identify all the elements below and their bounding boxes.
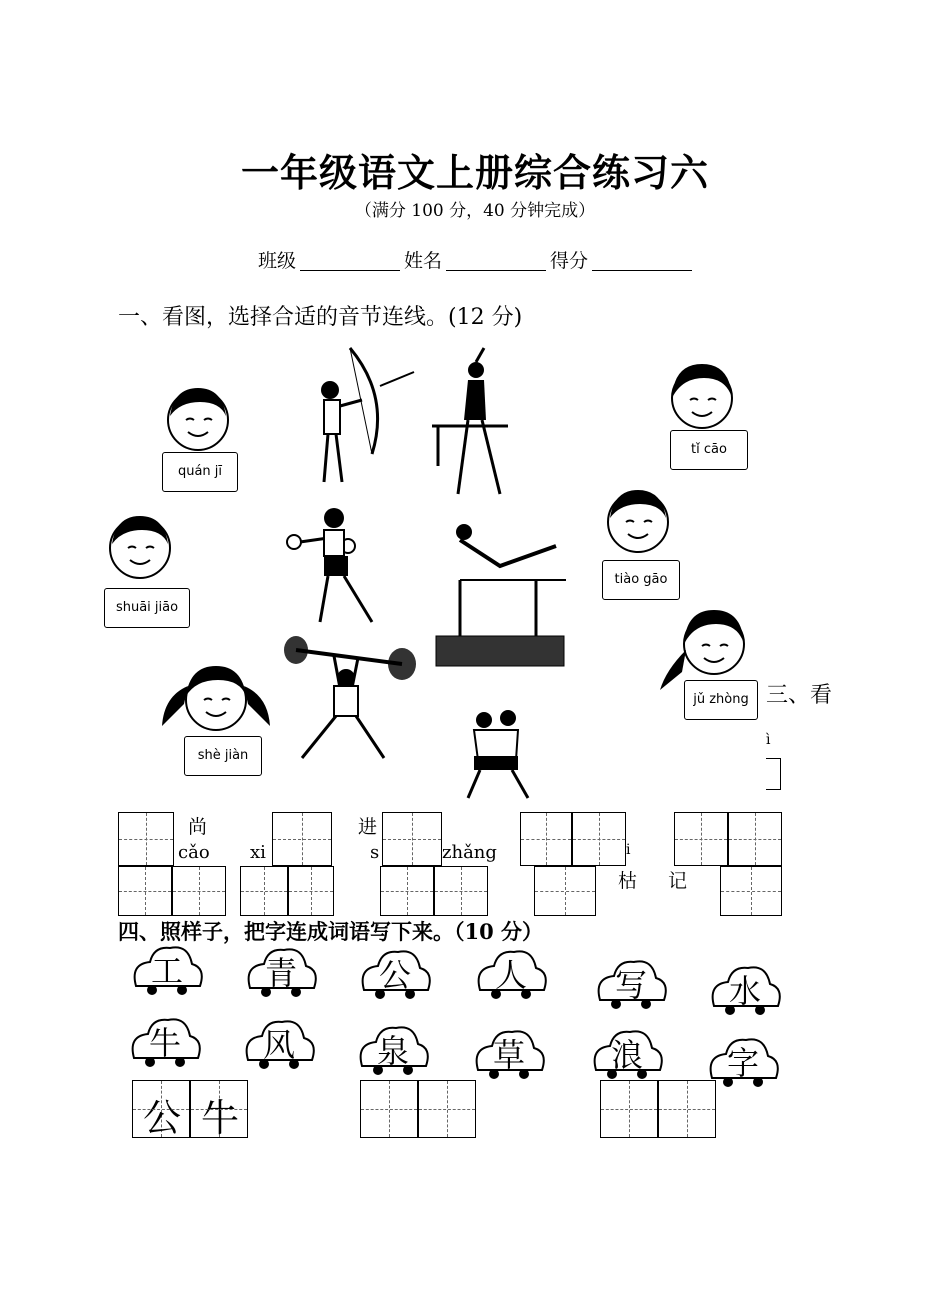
word-cloud-6[interactable] — [708, 962, 782, 1018]
word-cloud-4[interactable] — [474, 946, 548, 1002]
answer-grid[interactable] — [360, 1080, 418, 1138]
high-jump-illustration — [430, 520, 570, 670]
kid-face-icon — [160, 380, 240, 460]
char-fragment: 枯 — [618, 870, 638, 892]
word-cloud-7[interactable] — [128, 1014, 202, 1070]
section4-heading: 四、照样子，把字连成词语写下来。（10 分） — [118, 919, 544, 944]
answer-grid[interactable] — [600, 1080, 658, 1138]
writing-grid[interactable] — [380, 866, 434, 916]
name-blank[interactable] — [446, 250, 546, 271]
pinyin-fragment: ì — [766, 732, 771, 748]
word-cloud-10[interactable] — [472, 1026, 546, 1082]
cloud-char: 浪 — [610, 1036, 643, 1074]
pinyin-fragment: s — [370, 842, 380, 863]
writing-grid[interactable] — [520, 812, 572, 866]
writing-grid[interactable] — [272, 812, 332, 866]
pinyin-sign-ticao: tǐ cāo — [670, 430, 748, 470]
pinyin-fragment: i — [626, 842, 631, 858]
page-title: 一年级语文上册综合练习六 — [240, 150, 709, 195]
cloud-char: 水 — [728, 972, 761, 1010]
cloud-char: 写 — [614, 966, 647, 1004]
archery-illustration — [310, 346, 420, 492]
word-cloud-3[interactable] — [358, 946, 432, 1002]
answer-grid[interactable] — [418, 1080, 476, 1138]
cloud-char: 工 — [150, 952, 183, 990]
word-cloud-11[interactable] — [590, 1026, 664, 1082]
section3-heading-partial: 三、看 — [766, 683, 833, 708]
kid-face-icon — [600, 480, 680, 560]
char-fragment: 尚 — [188, 816, 208, 838]
score-label: 得分 — [550, 250, 589, 272]
class-label: 班级 — [258, 250, 297, 272]
gymnastics-illustration — [428, 346, 518, 500]
writing-grid[interactable] — [172, 866, 226, 916]
wrestling-illustration — [460, 706, 536, 802]
kid-face-icon — [102, 506, 182, 586]
writing-grid[interactable] — [534, 866, 596, 916]
example-char: 牛 — [200, 1096, 239, 1140]
pinyin-fragment: cǎo — [178, 842, 210, 863]
writing-grid[interactable] — [240, 866, 288, 916]
pinyin-sign-juzhong: jǔ zhòng — [684, 680, 758, 720]
cloud-char: 公 — [378, 956, 411, 994]
word-cloud-12[interactable] — [706, 1034, 780, 1090]
cloud-char: 人 — [494, 956, 527, 994]
pinyin-sign-shejian: shè jiàn — [184, 736, 262, 776]
char-fragment: 进 — [358, 816, 378, 838]
student-info-line — [258, 246, 696, 273]
cloud-char: 草 — [492, 1036, 525, 1074]
word-cloud-8[interactable] — [242, 1016, 316, 1072]
pinyin-sign-tiaogao: tiào gāo — [602, 560, 680, 600]
word-cloud-1[interactable] — [130, 942, 204, 998]
writing-grid[interactable] — [118, 812, 174, 866]
pinyin-fragment: zhǎng — [442, 842, 497, 863]
cloud-char: 风 — [262, 1026, 295, 1064]
answer-grid[interactable] — [132, 1080, 190, 1138]
writing-grid[interactable] — [674, 812, 728, 866]
cloud-char: 牛 — [148, 1024, 181, 1062]
page-subtitle: （满分 100 分，40 分钟完成） — [354, 201, 596, 221]
section1-heading: 一、看图，选择合适的音节连线。(12 分) — [118, 305, 523, 330]
cloud-char: 字 — [726, 1044, 759, 1082]
word-cloud-5[interactable] — [594, 956, 668, 1012]
pinyin-sign-quanji: quán jī — [162, 452, 238, 492]
writing-grid[interactable] — [382, 812, 442, 866]
example-char: 公 — [142, 1096, 181, 1140]
boxing-illustration — [284, 504, 380, 630]
writing-grid[interactable] — [572, 812, 626, 866]
writing-grid[interactable] — [728, 812, 782, 866]
word-cloud-9[interactable] — [356, 1022, 430, 1078]
score-blank[interactable] — [592, 250, 692, 271]
kid-face-icon — [656, 600, 756, 692]
weightlifting-illustration — [284, 636, 418, 766]
pinyin-sign-shuaijiao: shuāi jiāo — [104, 588, 190, 628]
answer-grid[interactable] — [190, 1080, 248, 1138]
writing-grid[interactable] — [434, 866, 488, 916]
class-blank[interactable] — [300, 250, 400, 271]
cloud-char: 泉 — [376, 1032, 409, 1070]
char-fragment: 记 — [668, 870, 688, 892]
cloud-char: 青 — [264, 954, 297, 992]
writing-grid[interactable] — [720, 866, 782, 916]
pinyin-fragment: xi — [250, 842, 266, 863]
word-cloud-2[interactable] — [244, 944, 318, 1000]
writing-grid[interactable] — [288, 866, 334, 916]
grid-fragment — [766, 758, 781, 790]
name-label: 姓名 — [404, 250, 443, 272]
kid-face-icon — [160, 656, 272, 746]
kid-face-icon — [664, 358, 744, 438]
writing-grid[interactable] — [118, 866, 172, 916]
